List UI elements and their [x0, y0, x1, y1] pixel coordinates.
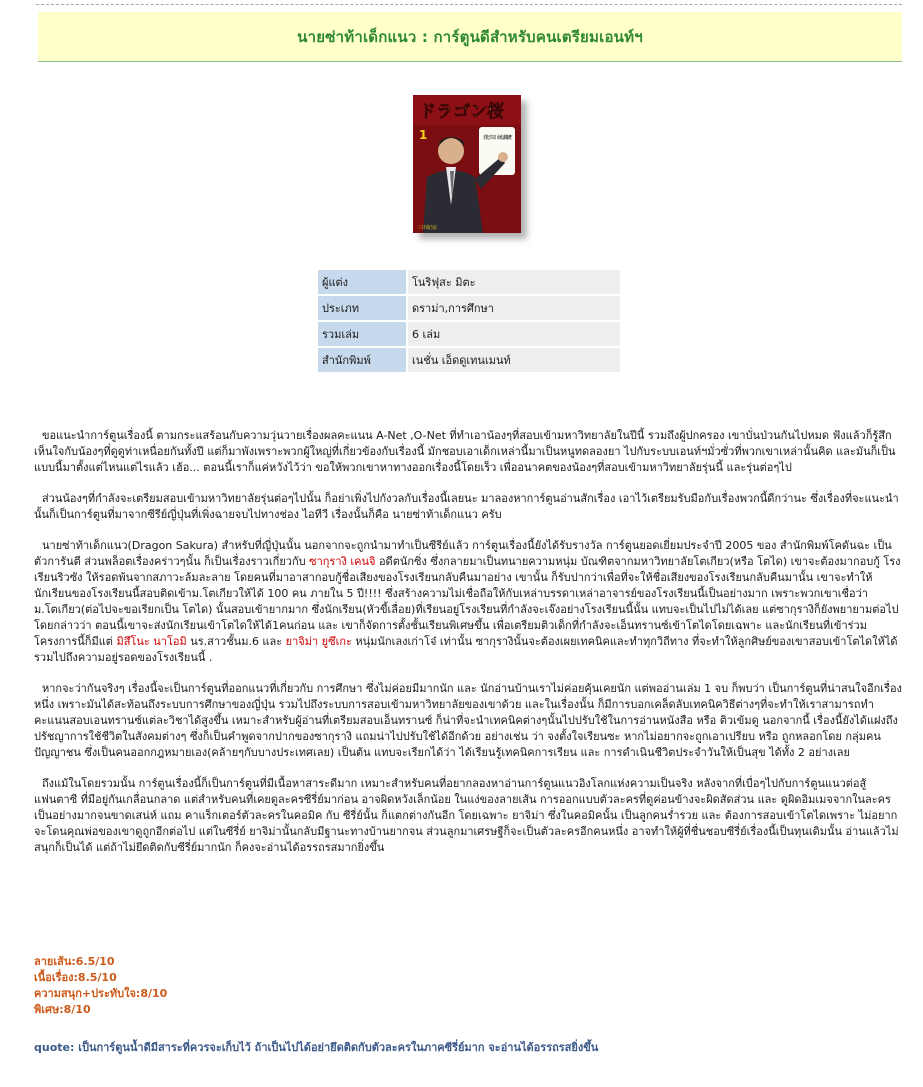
paragraph-plot: [34, 538, 904, 666]
book-cover-image: [413, 95, 521, 233]
plot-text: นร.สาวชั้นม.6 และ: [186, 635, 286, 648]
plot-text: หนุ่มนักเลงเก่าโจ๋ เท่านั้น ซากุรางินั้นจะต้องเผยเทคนิคและทำทุกวิถีทาง ที่จะทำให้ลูกศิษย์ของเขาสอบเข้าโตไดให้ได้ รวมไปถึงความอยู่รอดของโรงเรียนนี้ .: [34, 635, 898, 664]
cover-bubble-text: 教えてやる！東大は簡単だ!!: [483, 135, 513, 141]
svg-text:三田紀房: 三田紀房: [417, 225, 438, 231]
info-row-genre: [318, 296, 620, 320]
paragraph-recommend: ส่วนน้องๆที่กำลังจะเตรียมสอบเข้ามหาวิทยาลัยรุ่นต่อๆไปนั้น ก็อย่าเพิ่งไปกังวลกับเรื่องนี้เลยนะ มาลองหาการ์ตูนอ่านสักเรื่อง เอาไว้เตรียมรับมือกับเรื่องพวกนี้ดีกว่านะ ซึ่งเรื่องที่จะแนะนำนั้นก็เป็นการ์ตูนที่มาจากซีรีย์ญี่ปุ่นที่เพิ่งฉายจบไปทางช่อง ไอทีวี เรื่องนั้นก็คือ นายซ่าท้าเด็กแนว ครับ: [34, 492, 899, 521]
info-key: รวมเล่ม: [318, 322, 406, 346]
info-value: ดราม่า,การศึกษา: [408, 296, 620, 320]
info-row-publisher: [318, 348, 620, 372]
info-row-volumes: [318, 322, 620, 346]
cover-logo: ドラゴン桜: [419, 102, 504, 122]
rating-special: พิเศษ:8/10: [34, 1003, 91, 1016]
paragraph-summary: ถึงแม้ในโดยรวมนั้น การ์ตูนเรื่องนี้ก็เป็นการ์ตูนที่มีเนื้อหาสาระดีมาก เหมาะสำหรับคนที่อยากลองหาอ่านการ์ตูนแนวอิงโลกแห่งความเป็นจริง หลังจากที่เบื่อๆไปกับการ์ตูนแนวต่อสู้ แฟนตาซี ที่มีอยู่กันเกลื่อนกลาด แต่สำหรับคนที่เคยดูละครซีรี่ย์มาก่อน อาจผิดหวังเล็กน้อย ในแง่ของลายเส้น การออกแบบตัวละครที่ดูค่อนข้างจะผิดสัดส่วน และ ดูผิดอิมเมจจากในละครเป็นอย่างมากจนขาดเสน่ห์ แถม คาแร็กเตอร์ตัวละครในคอมิค กับ ซีรี่ย์นั้น ก็แตกต่างกันอีก โดยเฉพาะ ยาจิม่า ซึ่งในคอมิคนั้น เป็นลูกคนร่ำรวย และ ต้องการสอบเข้าโตไดเพราะ ไม่อยากจะโดนคุณพ่อของเขาดูถูกอีกต่อไป แต่ในซีรี่ย์ ยาจิม่านั้นกลับมีฐานะทางบ้านยากจน ส่วนลูกมาเศรษฐีก็จะเป็นตัวละครอีกคนหนึ่ง อาจทำให้ผู้ที่ชื่นชอบซีรี่ย์เรื่องนี้เป็นทุนเดิมนั้น อ่านแล้วไม่สนุกก็เป็นได้ แต่ถ้าไม่ยึดติดกับซีรี่ย์มากนัก ก็คงจะอ่านได้อรรถรสมากยิ่งขึ้น: [34, 777, 899, 854]
info-key: ผู้แต่ง: [318, 270, 406, 294]
page-title: นายซ่าท้าเด็กแนว : การ์ตูนดีสำหรับคนเตรียมเอนท์ฯ: [297, 27, 643, 46]
rating-fun: ความสนุก+ประทับใจ:8/10: [34, 987, 168, 1000]
info-value: เนชั่น เอ็ดดูเทนเมนท์: [408, 348, 620, 372]
character-name-sakuragi: ซากุรางิ เคนจิ: [309, 555, 376, 568]
review-quote: quote: เป็นการ์ตูนน้ำดีมีสาระที่ควรจะเก็บไว้ ถ้าเป็นไปได้อย่ายึดติดกับตัวละครในภาคซีรี่ย์มาก จะอ่านได้อรรถรสยิ่งขึ้น: [34, 1041, 599, 1054]
info-value: โนริฟุสะ มิตะ: [408, 270, 620, 294]
ratings-list: [34, 954, 167, 1018]
info-key: สำนักพิมพ์: [318, 348, 406, 372]
info-row-author: [318, 270, 620, 294]
review-article: [34, 428, 904, 871]
paragraph-intro: ขอแนะนำการ์ตูนเรื่องนี้ ตามกระแสร้อนกับความวุ่นวายเรื่องผลคะแนน A-Net ,O-Net ที่ทำเอาน้องๆที่สอบเข้ามหาวิทยาลัยในปีนี้ รวมถึงผู้ปกครอง เขาบั่นป่วนกันไปหมด ฟังแล้วก็รู้สึกเห็นใจกับน้องๆที่ดูดูท่าเหนื่อยกันทั้งปี แต่ก็มาพังเพราะพวกผู้ใหญ่ที่เกี่ยวข้องกับเรื่องนี้ มักชอบเอาเด็กเหล่านี้มาเป็นหนูทดลองยา ไปกับระบบเอนท์ฯมั่วซั่วที่พวกเขาเหล่านั้นคิด และมันก็เป็นแบบนี้มาตั้งแต่ไหนแต่ไรแล้ว เฮ้อ... ตอนนี้เราก็แค่หวังไว้ว่า ขอให้พวกเขาหาทางออกเรื่องนี้โดยเร็ว เพื่ออนาคตของน้องๆที่สอบเข้ามหาวิทยาลัยรุ่นนี้ และรุ่นต่อๆไป: [34, 429, 896, 474]
info-key: ประเภท: [318, 296, 406, 320]
info-value: 6 เล่ม: [408, 322, 620, 346]
top-divider: [36, 4, 902, 5]
rating-art: ลายเส้น:6.5/10: [34, 955, 115, 968]
cover-volume: 1: [419, 128, 428, 142]
paragraph-opinion: หากจะว่ากันจริงๆ เรื่องนี้จะเป็นการ์ตูนที่ออกแนวที่เกี่ยวกับ การศึกษา ซึ่งไม่ค่อยมีมากนัก และ นักอ่านบ้านเราไม่ค่อยคุ้นเคยนัก แต่พออ่านเล่ม 1 จบ ก็พบว่า เป็นการ์ตูนที่น่าสนใจอีกเรื่องหนึ่ง เพราะมันได้สะท้อนถึงระบบการศึกษาของญี่ปุ่น รวมไปถึงระบบการสอบเข้ามหาวิทยาลัยของเขาด้วย และในเรื่องนั้น ก็มีการบอกเคล็ดลับเทคนิควิธีต่างๆที่จะทำให้เราสามารถทำคะแนนสอบเอนทรานซ์แต่ละวิชาได้สูงขึ้น เหมาะสำหรับผู้อ่านที่เตรียมสอบเอ็นทรานซ์ ก็น่าที่จะนำเทคนิคต่างๆนั้นไปปรับใช้ในการอ่านหนังสือ หรือ ติวเข้มดู นอกจากนี้ เรื่องนี้ยังได้แฝงถึงปรัชญาการใช้ชีวิตในสังคมต่างๆ ซึ่งก็เป็นคำพูดจากปากของซากุรางิ แถมน่าไปปรับใช้ได้อีกด้วย อย่างเช่น ว่า จงตั้งใจเรียนซะ หากไม่อยากจะถูกเอาเปรียบ หรือ ถูกหลอกโดย กลุ่มคนปัญญาชน ซึ่งเป็นคนออกกฎหมายเอง(คล้ายๆกับบางประเทศเลย) เป็นต้น แทบจะเรียกได้ว่า ได้เรียนรู้เทคนิคการเรียน และ การดำเนินชีวิตประจำวันให้เป็นสุข ได้ทั้ง 2 อย่างเลย: [34, 682, 902, 759]
character-name-mizuno: มิสึโนะ นาโอมิ: [116, 635, 187, 648]
title-bar: [38, 12, 902, 62]
rating-story: เนื้อเรื่อง:8.5/10: [34, 971, 117, 984]
book-info-table: [316, 268, 622, 374]
plot-text: นายซ่าท้าเด็กแนว(Dragon Sakura) สำหรับที่ญี่ปุ่นนั้น นอกจากจะถูกนำมาทำเป็นซีรีย์แล้ว การ์ตูนเรื่องนี้ยังได้รับรางวัล การ์ตูนยอดเยี่ยมประจำปี 2005 ของ สำนักพิมพ์โคดันฉะ เป็นตัวการันตี ส่วนพล็อตเรื่องคร่าวๆนั้น ก็เป็นเรื่องราวเกี่ยวกับ: [34, 539, 892, 568]
plot-text: อดีตนักซิ่ง ซึ่งกลายมาเป็นทนายความหนุ่ม บัณฑิตจากมหาวิทยาลัยโตเกียว(หรือ โตได) เขาจะต้องมากอบกู้ โรงเรียนริวซัง ให้รอดพ้นจากสภาวะล้มละลาย โดยคนที่มาอาสากอบกู้ชื่อเสียงของโรงเรียนกลับคืนมาอย่าง เขานั้น ก็รับปากว่าเพื่อที่จะให้ชื่อเสียงของโรงเรียนกลับคืนมานั้น เขาจะทำให้นักเรียนของโรงเรียนนี้สอบติดเข้าม.โตเกียวให้ได้ 100 คน ภายใน 5 ปี!!!! ซึ่งสร้างความไม่เชื่อถือให้กับเหล่าบรรดาเหล่าอาจารย์ของโรงเรียนนี้เป็นอย่างมาก เพราะพวกเขาเชื่อว่า ม.โตเกียว(ต่อไปจะขอเรียกเป็น โตได) นั้นสอบเข้ายากมาก ซึ่งนักเรียน(หัวขี้เลื่อย)ที่เรียนอยู่โรงเรียนที่กำลังจะเจ๊งอย่างโรงเรียนนี้นั้น แทบจะเป็นไปไม่ได้เลย แต่ซากุรางิก็ยังพยายามต่อไป โดยกล่าวว่า ตอนนี้เขาจะส่งนักเรียนเข้าโตไดให้ได้1คนก่อน และ เขาก็จัดการตั้งชั้นเรียนพิเศษขึ้น เพื่อเตรียมติวเด็กที่กำลังจะเอ็นทรานซ์เข้าโตไดโดยเฉพาะ และนักเรียนที่เข้าร่วมโครงการนี้ก็มีแต่: [34, 555, 901, 648]
character-name-yajima: ยาจิม่า ยูซึเกะ: [285, 635, 352, 648]
